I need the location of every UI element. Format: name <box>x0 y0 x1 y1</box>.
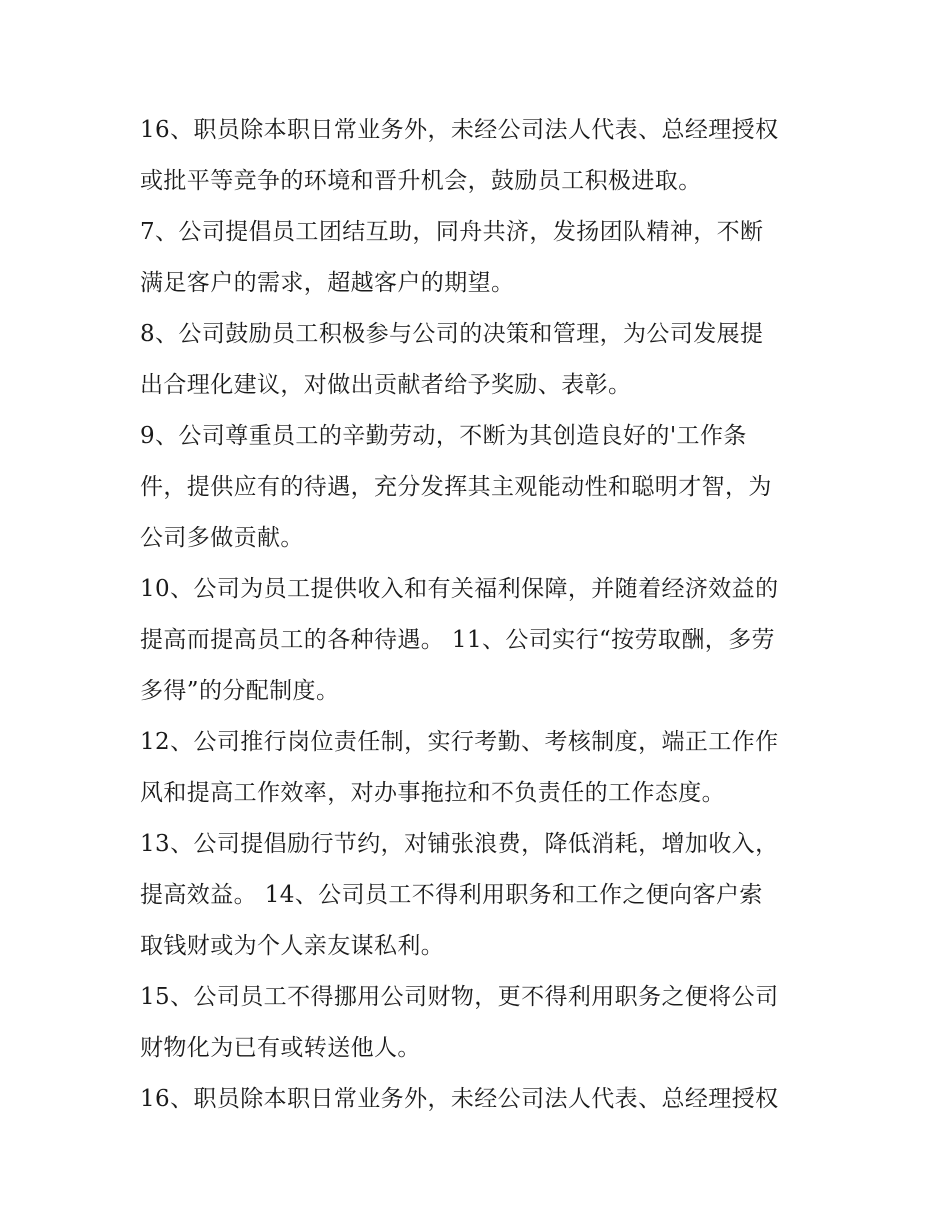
text-line: 13、公司提倡励行节约，对铺张浪费，降低消耗，增加收入， <box>140 831 779 857</box>
text-line: 16、职员除本职日常业务外，未经公司法人代表、总经理授权 <box>140 1086 779 1112</box>
text-line: 16、职员除本职日常业务外，未经公司法人代表、总经理授权 <box>140 117 779 143</box>
text-line: 公司多做贡献。 <box>140 525 304 551</box>
document-body <box>140 105 820 1125</box>
text-line: 财物化为已有或转送他人。 <box>140 1035 421 1061</box>
text-line: 15、公司员工不得挪用公司财物，更不得利用职务之便将公司 <box>140 984 779 1010</box>
text-line: 满足客户的需求，超越客户的期望。 <box>140 270 515 296</box>
text-line: 件，提供应有的待遇，充分发挥其主观能动性和聪明才智，为 <box>140 474 772 500</box>
text-line: 或批平等竞争的环境和晋升机会，鼓励员工积极进取。 <box>140 168 702 194</box>
text-line: 提高而提高员工的各种待遇。 11、公司实行“按劳取酬，多劳 <box>140 627 775 653</box>
text-line: 取钱财或为个人亲友谋私利。 <box>140 933 445 959</box>
text-line: 10、公司为员工提供收入和有关福利保障，并随着经济效益的 <box>140 576 779 602</box>
text-line: 提高效益。 14、公司员工不得利用职务和工作之便向客户索 <box>140 882 763 908</box>
text-line: 12、公司推行岗位责任制，实行考勤、考核制度，端正工作作 <box>140 729 779 755</box>
text-line: 7、公司提倡员工团结互助，同舟共济，发扬团队精神，不断 <box>140 219 764 245</box>
text-line: 8、公司鼓励员工积极参与公司的决策和管理，为公司发展提 <box>140 321 764 347</box>
text-line: 9、公司尊重员工的辛勤劳动，不断为其创造良好的'工作条 <box>140 423 747 449</box>
text-line: 出合理化建议，对做出贡献者给予奖励、表彰。 <box>140 372 632 398</box>
text-line: 风和提高工作效率，对办事拖拉和不负责任的工作态度。 <box>140 780 725 806</box>
text-line: 多得”的分配制度。 <box>140 678 340 704</box>
